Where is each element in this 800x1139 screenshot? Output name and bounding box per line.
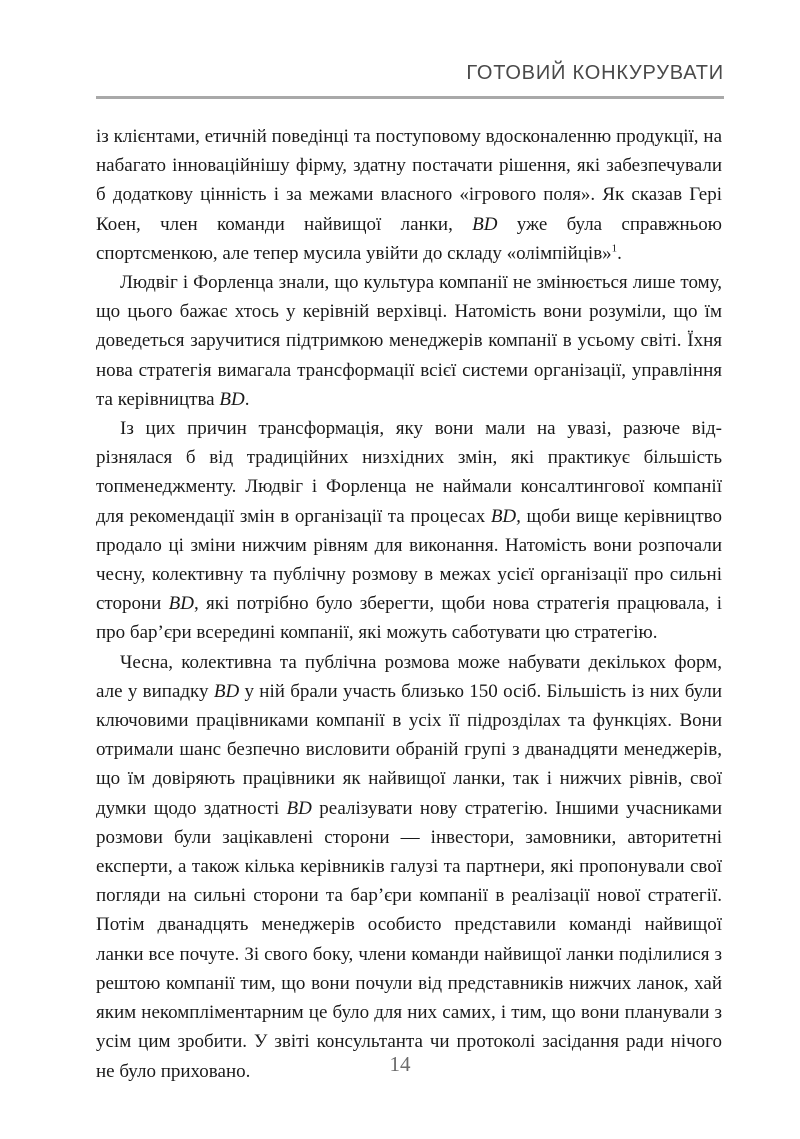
text-run: , які потрібно було зберегти, щоби нова стратегія працювала, і про бар’єри всередині компанії, які можуть саботувати цю стратегію.: [96, 593, 722, 644]
paragraph-2: [96, 268, 722, 414]
text-run: реалізувати нову стратегію. Іншими учасниками розмови були зацікавлені сторони — інвестори, замовники, авторитетні експерти, а також кілька керівників галузі та партнери, які пропонували свої погляди на сильні сторони та бар’єри компанії в реалізації нової стратегії. Потім дванадцять менеджерів особисто представили команді найвищої ланки все почуте. Зі свого боку, члени команди найвищої ланки поділилися з рештою компанії тим, що вони почули від представників нижчих ланок, хай яким некомпліментарним це було для них самих, і тим, що вони планували з усім цим зробити. У звіті консультанта чи протоколі засідання ради нічого не було приховано.: [96, 797, 722, 1082]
text-run: із клієнтами, етичній поведінці та поступовому вдосконаленню продукції, на набагато інноваційнішу фірму, здатну постачати рішення, які забезпечували б додаткову цінність і за межами власного «ігрового поля». Як сказав Гері Коен, член команди найвищої ланки,: [96, 126, 722, 235]
italic-abbreviation: BD: [472, 213, 498, 235]
paragraph-3: [96, 414, 722, 648]
italic-abbreviation: BD: [286, 797, 312, 819]
text-run: уже була справжньою спортсменкою, але тепер мусила увійти до складу «олімпійців»: [96, 213, 723, 264]
italic-abbreviation: BD: [213, 680, 240, 702]
header-divider: [96, 96, 724, 99]
page-number: 14: [389, 1052, 411, 1076]
footnote-marker: 1: [611, 242, 618, 255]
text-run: .: [244, 388, 250, 410]
body-text: [96, 122, 722, 1086]
running-header-title: ГОТОВИЙ КОНКУРУВАТИ: [466, 62, 724, 84]
italic-abbreviation: BD: [219, 388, 245, 410]
text-run: Із цих причин трансформація, яку вони мали на увазі, разюче відрізнялася б від традиційних низхідних змін, які практикує більшість топменеджменту. Людвіг і Форленца не наймали консалтингової компанії для рекомендації змін в організації та процесах: [96, 418, 722, 527]
text-run: щоби вище керівництво продало ці зміни нижчим рівням для виконання. Натомість вони розпочали чесну, колективну та публічну розмову в межах усієї організації про сильні сторони: [96, 505, 722, 615]
italic-abbreviation: BD,: [490, 505, 521, 527]
text-run: .: [617, 242, 622, 264]
italic-abbreviation: BD: [168, 593, 194, 615]
text-run: Чесна, колективна та публічна розмова може набувати декількох форм, але у випадку: [96, 651, 722, 702]
text-run: Людвіг і Форленца знали, що культура компанії не змінюється лише тому, що цього бажає хтось у керівній верхівці. Натомість вони розуміли, що їм доведеться заручитися підтримкою менеджерів компанії в усьому світі. Їхня нова стратегія вимагала трансформації всієї системи організації, управління та керівництва: [96, 272, 722, 410]
text-run: у ній брали участь близько 150 осіб. Більшість із них були ключовими працівниками компанії в усіх її підрозділах та функціях. Вони отримали шанс безпечно висловити обраній групі з дванадцяти менеджерів, що їм довіряють працівники як найвищої ланки, так і нижчих рівнів, свої думки щодо здатності: [96, 680, 722, 819]
paragraph-1: [96, 122, 722, 268]
paragraph-4: [96, 648, 722, 1086]
